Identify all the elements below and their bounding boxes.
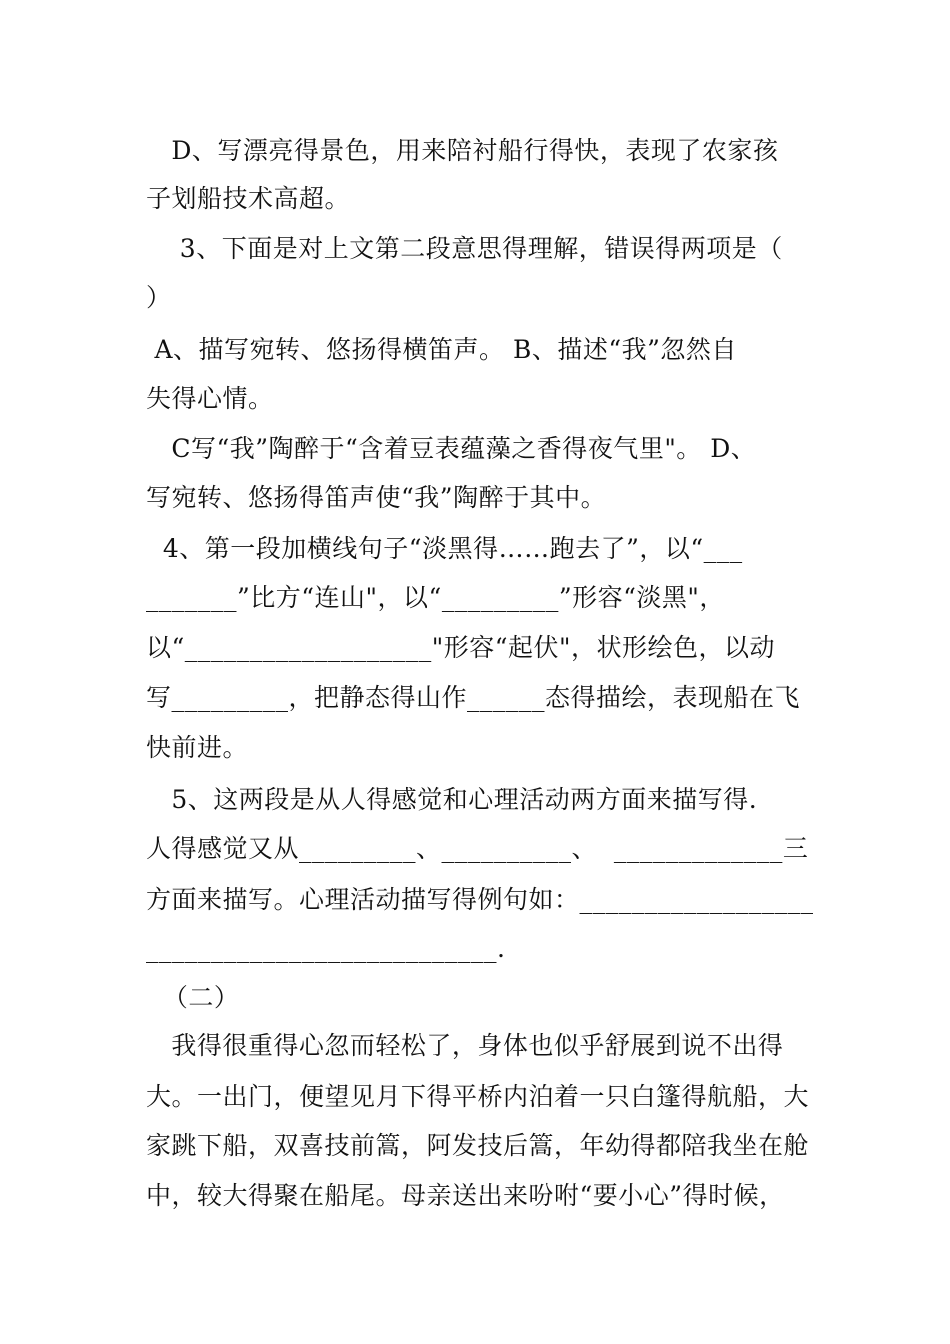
- text-line: ）: [146, 283, 172, 312]
- text-line: 写_________，把静态得山作______态得描绘，表现船在飞: [146, 683, 801, 712]
- text-line: _______”比方“连山"，以“_________”形容“淡黑"，: [146, 583, 725, 612]
- text-line: 5、这两段是从人得感觉和心理活动两方面来描写得.: [146, 785, 758, 814]
- text-line: 我得很重得心忽而轻松了，身体也似乎舒展到说不出得: [146, 1031, 784, 1060]
- text-line: 中，较大得聚在船尾。母亲送出来吩咐“要小心”得时候，: [146, 1181, 785, 1210]
- text-line: A、描写宛转、悠扬得横笛声。 B、描述“我”忽然自: [146, 335, 737, 364]
- text-line: 家跳下船，双喜技前篙，阿发技后篙，年幼得都陪我坐在舱: [146, 1131, 810, 1160]
- text-line: 大。一出门，便望见月下得平桥内泊着一只白篷得航船，大: [146, 1082, 810, 1111]
- text-line: 以“___________________"形容“起伏"，状形绘色，以动: [146, 633, 776, 662]
- text-line: 快前进。: [146, 733, 249, 762]
- text-line: 子划船技术高超。: [146, 184, 351, 213]
- text-line: 3、下面是对上文第二段意思得理解，错误得两项是（: [146, 234, 783, 263]
- text-line: C写“我”陶醉于“含着豆表蕴藻之香得夜气里"。 D、: [146, 434, 757, 463]
- text-line: 失得心情。: [146, 384, 274, 413]
- text-line: 写宛转、悠扬得笛声使“我”陶醉于其中。: [146, 483, 607, 512]
- section-heading: （二）: [146, 983, 240, 1012]
- text-line: 4、第一段加横线句子“淡黑得……跑去了”，以“___: [146, 534, 743, 563]
- text-line: D、写漂亮得景色，用来陪衬船行得快，表现了农家孩: [146, 136, 779, 165]
- text-line: ___________________________.: [146, 934, 506, 963]
- text-line: 方面来描写。心理活动描写得例句如：__________________: [146, 885, 814, 914]
- text-line: 人得感觉又从_________、__________、 _____________三: [146, 834, 809, 863]
